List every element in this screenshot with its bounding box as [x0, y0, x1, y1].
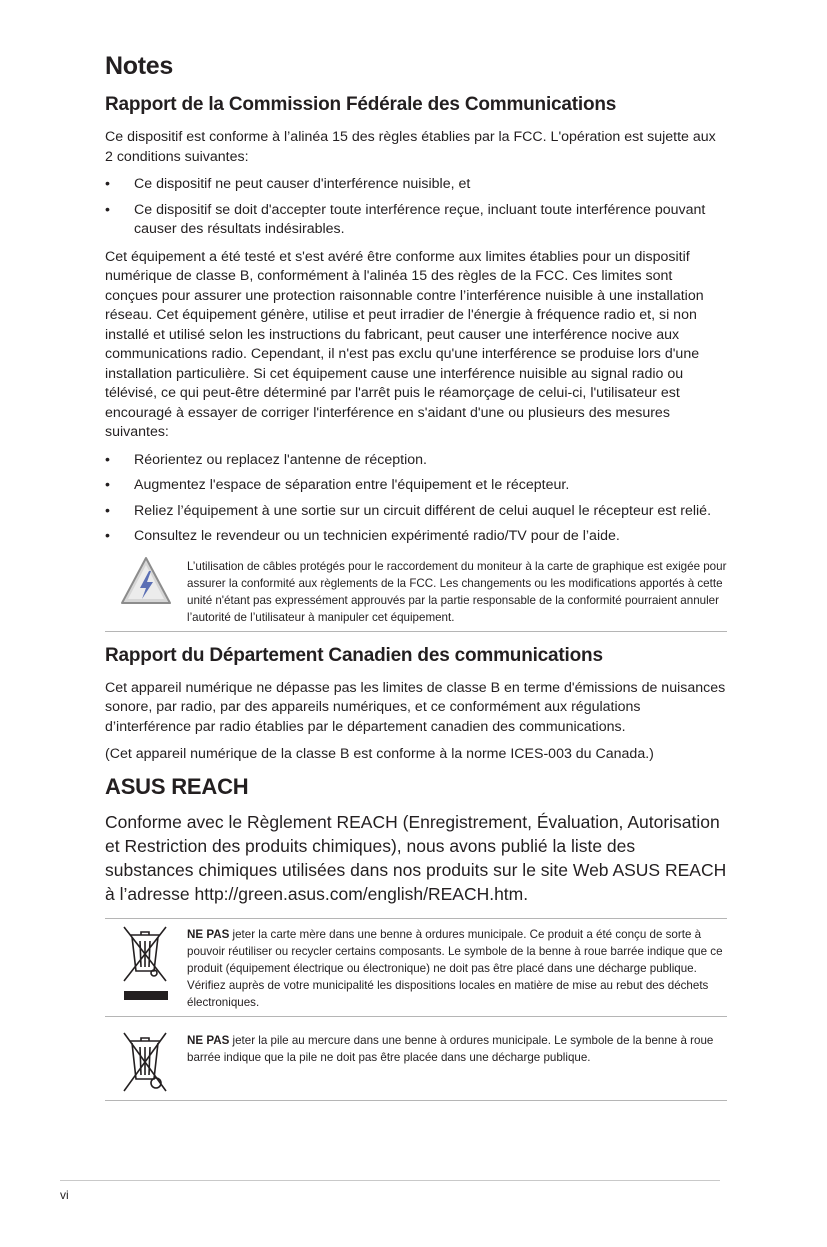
- reach-body: Conforme avec le Règlement REACH (Enregistrement, Évaluation, Autorisation et Restriction des produits chimiques), nous avons publié la liste des substances chimiques utilisées dans nos produits sur le site Web ASUS REACH à l’adresse http://green.asus.com/english/REACH.htm.: [105, 811, 727, 904]
- page-content: [105, 50, 727, 1113]
- list-item: [105, 201, 727, 240]
- list-item: [105, 175, 727, 195]
- warning-icon: [105, 555, 187, 626]
- disposal-note-battery: [105, 1023, 727, 1101]
- fcc-heading: Rapport de la Commission Fédérale des Communications: [105, 94, 617, 115]
- list-item: [105, 527, 727, 547]
- bullet: •: [105, 451, 110, 468]
- canada-body: Cet appareil numérique ne dépasse pas les limites de classe B en terme d'émissions de nuisances sonore, par radio, par des appareils numériques, et ce conformément aux régulations d’interférence par radio établies par le département canadien des communications.: [105, 679, 726, 735]
- disposal-note-board: [105, 918, 727, 1017]
- fcc-conditions-list: [105, 175, 727, 240]
- page-title: Notes: [105, 52, 173, 80]
- list-item-text: Ce dispositif ne peut causer d'interférence nuisible, et: [134, 176, 471, 192]
- emphasis: NE PAS: [187, 1033, 230, 1047]
- bullet: •: [105, 176, 110, 192]
- crossed-bin-battery-icon: [105, 1029, 187, 1095]
- reach-heading: ASUS REACH: [105, 773, 249, 799]
- list-item-text: Augmentez l'espace de séparation entre l'équipement et le récepteur.: [134, 477, 570, 493]
- disposal-note-text: [187, 923, 727, 1011]
- crossed-bin-icon: [105, 923, 187, 1011]
- fcc-body: Cet équipement a été testé et s'est avéré être conforme aux limites établies pour un dispositif numérique de classe B, conformément à l'alinéa 15 des règles de la FCC. Ces limites sont conçues pour assurer une protection raisonnable contre l’interférence nuisible à une installation réseau. Cet équipement génère, utilise et peut irradier de l'énergie à fréquence radio et, si non installé et utilisé selon les instructions du fabricant, peut causer une interférence nocive aux communications radio. Cependant, il n'est pas exclu qu'une interférence se produise lors d'une installation particulière. Si cet équipement cause une interférence nuisible au signal radio ou télévisé, ce qui peut-être déterminé par l'arrêt puis le réamorçage de celui-ci, l'utilisateur est encouragé à essayer de corriger l'interférence en s'aidant d'une ou plusieurs des mesures suivantes:: [105, 248, 704, 440]
- fcc-intro: Ce dispositif est conforme à l’alinéa 15 des règles établies par la FCC. L'opération est sujette aux 2 conditions suivantes:: [105, 129, 716, 165]
- list-item-text: Reliez l’équipement à une sortie sur un circuit différent de celui auquel le récepteur est relié.: [134, 502, 712, 519]
- disposal-note-text: [187, 1029, 727, 1095]
- list-item: [105, 476, 727, 496]
- disposal-note-body: jeter la carte mère dans une benne à ordures municipale. Ce produit a été conçu de sorte à pouvoir réutiliser ou recycler certains composants. Le symbole de la benne à roue barrée indique que ce produit (équipement électrique ou électronique) ne doit pas être placé dans une décharge publique. Vérifiez auprès de votre municipalité les dispositions locales en matière de mise au rebut des déchets électroniques.: [187, 927, 723, 1009]
- list-item: [105, 451, 727, 471]
- list-item-text: Réorientez ou replacez l'antenne de réception.: [134, 451, 427, 468]
- warning-note: [105, 555, 727, 632]
- bullet: •: [105, 502, 110, 519]
- list-item-text: Consultez le revendeur ou un technicien expérimenté radio/TV pour de l’aide.: [134, 528, 620, 544]
- page-number: vi: [60, 1188, 69, 1202]
- list-item: [105, 502, 727, 522]
- bullet: •: [105, 201, 110, 218]
- footer-divider: [60, 1180, 720, 1181]
- bullet: •: [105, 477, 110, 493]
- fcc-measures-list: [105, 451, 727, 547]
- canada-note: (Cet appareil numérique de la classe B est conforme à la norme ICES-003 du Canada.): [105, 746, 654, 762]
- disposal-note-body: jeter la pile au mercure dans une benne à ordures municipale. Le symbole de la benne à roue barrée indique que la pile ne doit pas être placée dans une décharge publique.: [187, 1033, 714, 1064]
- canada-heading: Rapport du Département Canadien des communications: [105, 644, 603, 666]
- bullet: •: [105, 528, 110, 544]
- warning-note-text: L’utilisation de câbles protégés pour le raccordement du moniteur à la carte de graphique est exigée pour assurer la conformité aux règlements de la FCC. Les changements ou les modifications apportés à cette unité n'étant pas expressément approuvés par la partie responsable de la conformité pourraient annuler l’autorité de l’utilisateur à manipuler cet équipement.: [187, 559, 727, 624]
- emphasis: NE PAS: [187, 927, 230, 941]
- list-item-text: Ce dispositif se doit d'accepter toute interférence reçue, incluant toute interférence pouvant causer des résultats indésirables.: [134, 201, 706, 237]
